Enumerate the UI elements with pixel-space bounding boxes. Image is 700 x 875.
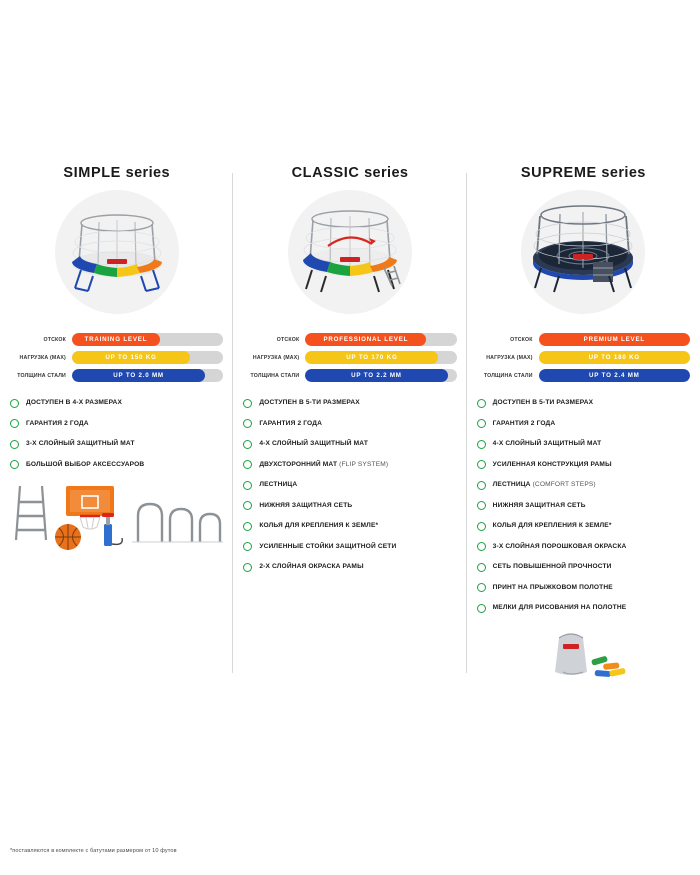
feature-item (477, 480, 690, 490)
spec-label: ОТСКОК (276, 336, 300, 343)
spec-bar-fill (539, 351, 690, 364)
footnote: *поставляются в комплекте с батутами размером от 10 футов (10, 848, 177, 854)
feature-label: 3-Х СЛОЙНАЯ ПОРОШКОВАЯ ОКРАСКА (492, 542, 627, 550)
check-circle-icon (477, 501, 486, 510)
features-supreme (477, 398, 690, 613)
feature-label: ДОСТУПЕН В 5-ТИ РАЗМЕРАХ (259, 399, 360, 406)
column-simple (0, 165, 233, 854)
specs-simple (10, 333, 223, 382)
feature-label (259, 460, 388, 469)
column-title-main: SIMPLE (63, 165, 121, 181)
feature-item (477, 542, 690, 552)
trampoline-classic-icon (288, 190, 412, 314)
check-circle-icon (243, 542, 252, 551)
feature-label: НИЖНЯЯ ЗАЩИТНАЯ СЕТЬ (259, 501, 353, 509)
feature-item (477, 501, 690, 511)
ladder-icon (16, 486, 46, 540)
feature-item (10, 419, 223, 429)
check-circle-icon (10, 440, 19, 449)
feature-item (477, 460, 690, 470)
feature-label: ЛЕСТНИЦА (259, 481, 298, 488)
check-circle-icon (477, 563, 486, 572)
product-photo-simple (10, 187, 223, 317)
spec-bar-track (539, 333, 690, 346)
features-classic (243, 398, 456, 572)
check-circle-icon (477, 419, 486, 428)
spec-value: PREMIUM LEVEL (583, 336, 645, 343)
feature-label: УСИЛЕННАЯ КОНСТРУКЦИЯ РАМЫ (492, 460, 612, 468)
check-circle-icon (243, 481, 252, 490)
spec-bar-fill (305, 369, 447, 382)
feature-label: УСИЛЕННЫЕ СТОЙКИ ЗАЩИТНОЙ СЕТИ (259, 542, 397, 550)
check-circle-icon (10, 460, 19, 469)
spec-bar-track (539, 369, 690, 382)
spec-row (243, 333, 456, 346)
chalk-bag-icon (523, 624, 643, 684)
spec-bar-track (72, 369, 223, 382)
feature-label-sub: (FLIP SYSTEM) (339, 460, 389, 468)
spec-bar-fill (305, 351, 438, 364)
column-title-classic (243, 165, 456, 181)
trampoline-supreme-icon (521, 190, 645, 314)
photo-circle (288, 190, 412, 314)
spec-label: НАГРУЗКА (MAX) (252, 354, 300, 361)
check-circle-icon (477, 583, 486, 592)
feature-label: 2-Х СЛОЙНАЯ ОКРАСКА РАМЫ (259, 563, 364, 570)
spec-bar-track (305, 369, 456, 382)
check-circle-icon (243, 522, 252, 531)
column-supreme (467, 165, 700, 684)
accessories-icons (10, 480, 223, 560)
spec-label: ТОЛЩИНА СТАЛИ (483, 372, 533, 379)
check-circle-icon (477, 399, 486, 408)
feature-item (243, 439, 456, 449)
spec-row (243, 369, 456, 382)
photo-circle (521, 190, 645, 314)
feature-label: 3-Х СЛОЙНЫЙ ЗАЩИТНЫЙ МАТ (26, 440, 135, 447)
check-circle-icon (243, 399, 252, 408)
product-photo-supreme (477, 187, 690, 317)
spec-bar-track (539, 351, 690, 364)
feature-item (477, 562, 690, 572)
feature-label (493, 480, 596, 489)
feature-item (243, 398, 456, 408)
check-circle-icon (477, 604, 486, 613)
photo-circle (55, 190, 179, 314)
feature-label: НИЖНЯЯ ЗАЩИТНАЯ СЕТЬ (492, 501, 586, 509)
anchor-stakes-icon (132, 504, 223, 542)
spec-label: ТОЛЩИНА СТАЛИ (250, 372, 300, 379)
column-title-series: series (364, 165, 409, 181)
feature-item (10, 398, 223, 408)
feature-item (477, 398, 690, 408)
check-circle-icon (477, 481, 486, 490)
spec-bar-fill (72, 351, 190, 364)
check-circle-icon (10, 419, 19, 428)
spec-value: UP TO 170 KG (346, 354, 398, 361)
spec-label: ТОЛЩИНА СТАЛИ (17, 372, 66, 379)
columns-container (0, 165, 700, 854)
spec-bar-track (305, 333, 456, 346)
spec-bar-track (72, 351, 223, 364)
spec-bar-fill (72, 369, 205, 382)
check-circle-icon (243, 460, 252, 469)
spec-label: ОТСКОК (43, 336, 66, 343)
spec-label: НАГРУЗКА (MAX) (486, 354, 533, 361)
column-classic (233, 165, 466, 684)
spec-row (477, 333, 690, 346)
spec-row (10, 351, 223, 364)
basketball-icon (55, 524, 81, 550)
spec-bar-fill (539, 369, 690, 382)
feature-label: СЕТЬ ПОВЫШЕННОЙ ПРОЧНОСТИ (492, 563, 612, 570)
spec-value: TRAINING LEVEL (84, 336, 148, 343)
feature-item (10, 439, 223, 449)
feature-label: ДОСТУПЕН В 5-ТИ РАЗМЕРАХ (492, 399, 594, 406)
spec-label: НАГРУЗКА (MAX) (19, 354, 66, 361)
spec-bar-track (305, 351, 456, 364)
check-circle-icon (243, 419, 252, 428)
spec-label: ОТСКОК (510, 336, 533, 343)
feature-item (243, 542, 456, 552)
spec-row (10, 333, 223, 346)
feature-label: КОЛЬЯ ДЛЯ КРЕПЛЕНИЯ К ЗЕМЛЕ* (259, 522, 379, 529)
specs-supreme (477, 333, 690, 382)
feature-item (243, 460, 456, 470)
product-photo-classic (243, 187, 456, 317)
spec-row (477, 369, 690, 382)
feature-label-main: ЛЕСТНИЦА (492, 481, 531, 488)
feature-label-main: ДВУХСТОРОННИЙ МАТ (259, 460, 338, 468)
features-simple (10, 398, 223, 469)
check-circle-icon (243, 563, 252, 572)
bag-illustration (477, 624, 690, 684)
spec-value: UP TO 2.2 MM (351, 372, 402, 379)
feature-label-sub: (COMFORT STEPS) (532, 481, 596, 488)
feature-item (477, 583, 690, 593)
check-circle-icon (477, 542, 486, 551)
column-title-series: series (125, 165, 170, 181)
column-title-simple (10, 165, 223, 181)
spec-bar-fill (72, 333, 160, 346)
check-circle-icon (243, 440, 252, 449)
feature-item (477, 603, 690, 613)
feature-item (243, 480, 456, 490)
accessories-illustration (10, 480, 223, 560)
spec-value: UP TO 150 KG (105, 354, 157, 361)
column-title-series: series (601, 165, 646, 181)
feature-label: ГАРАНТИЯ 2 ГОДА (492, 419, 556, 427)
feature-item (477, 439, 690, 449)
spec-row (477, 351, 690, 364)
check-circle-icon (477, 440, 486, 449)
feature-item (10, 460, 223, 470)
feature-label: 4-Х СЛОЙНЫЙ ЗАЩИТНЫЙ МАТ (492, 440, 602, 447)
feature-label: ПРИНТ НА ПРЫЖКОВОМ ПОЛОТНЕ (492, 583, 613, 591)
column-title-main: CLASSIC (291, 165, 360, 181)
feature-label: БОЛЬШОЙ ВЫБОР АКСЕССУАРОВ (26, 460, 145, 468)
feature-label: ГАРАНТИЯ 2 ГОДА (259, 419, 322, 427)
feature-label: МЕЛКИ ДЛЯ РИСОВАНИЯ НА ПОЛОТНЕ (492, 604, 627, 611)
spec-bar-fill (539, 333, 690, 346)
spec-value: PROFESSIONAL LEVEL (323, 336, 409, 343)
feature-label: КОЛЬЯ ДЛЯ КРЕПЛЕНИЯ К ЗЕМЛЕ* (492, 522, 612, 529)
spec-row (243, 351, 456, 364)
spec-value: UP TO 2.0 MM (113, 372, 164, 379)
specs-classic (243, 333, 456, 382)
spec-bar-track (72, 333, 223, 346)
feature-label: 4-Х СЛОЙНЫЙ ЗАЩИТНЫЙ МАТ (259, 440, 369, 447)
spec-bar-fill (305, 333, 426, 346)
check-circle-icon (243, 501, 252, 510)
spec-value: UP TO 2.4 MM (589, 372, 640, 379)
trampoline-simple-icon (55, 190, 179, 314)
spec-value: UP TO 180 KG (588, 354, 640, 361)
pump-icon (102, 513, 122, 546)
check-circle-icon (10, 399, 19, 408)
feature-item (477, 419, 690, 429)
spec-row (10, 369, 223, 382)
feature-item (243, 562, 456, 572)
column-title-main: SUPREME (520, 165, 597, 181)
check-circle-icon (477, 522, 486, 531)
column-title-supreme (477, 165, 690, 181)
feature-label: ДОСТУПЕН В 4-Х РАЗМЕРАХ (26, 399, 122, 406)
feature-item (243, 419, 456, 429)
feature-item (477, 521, 690, 531)
check-circle-icon (477, 460, 486, 469)
feature-item (243, 501, 456, 511)
feature-item (243, 521, 456, 531)
feature-label: ГАРАНТИЯ 2 ГОДА (26, 419, 89, 427)
